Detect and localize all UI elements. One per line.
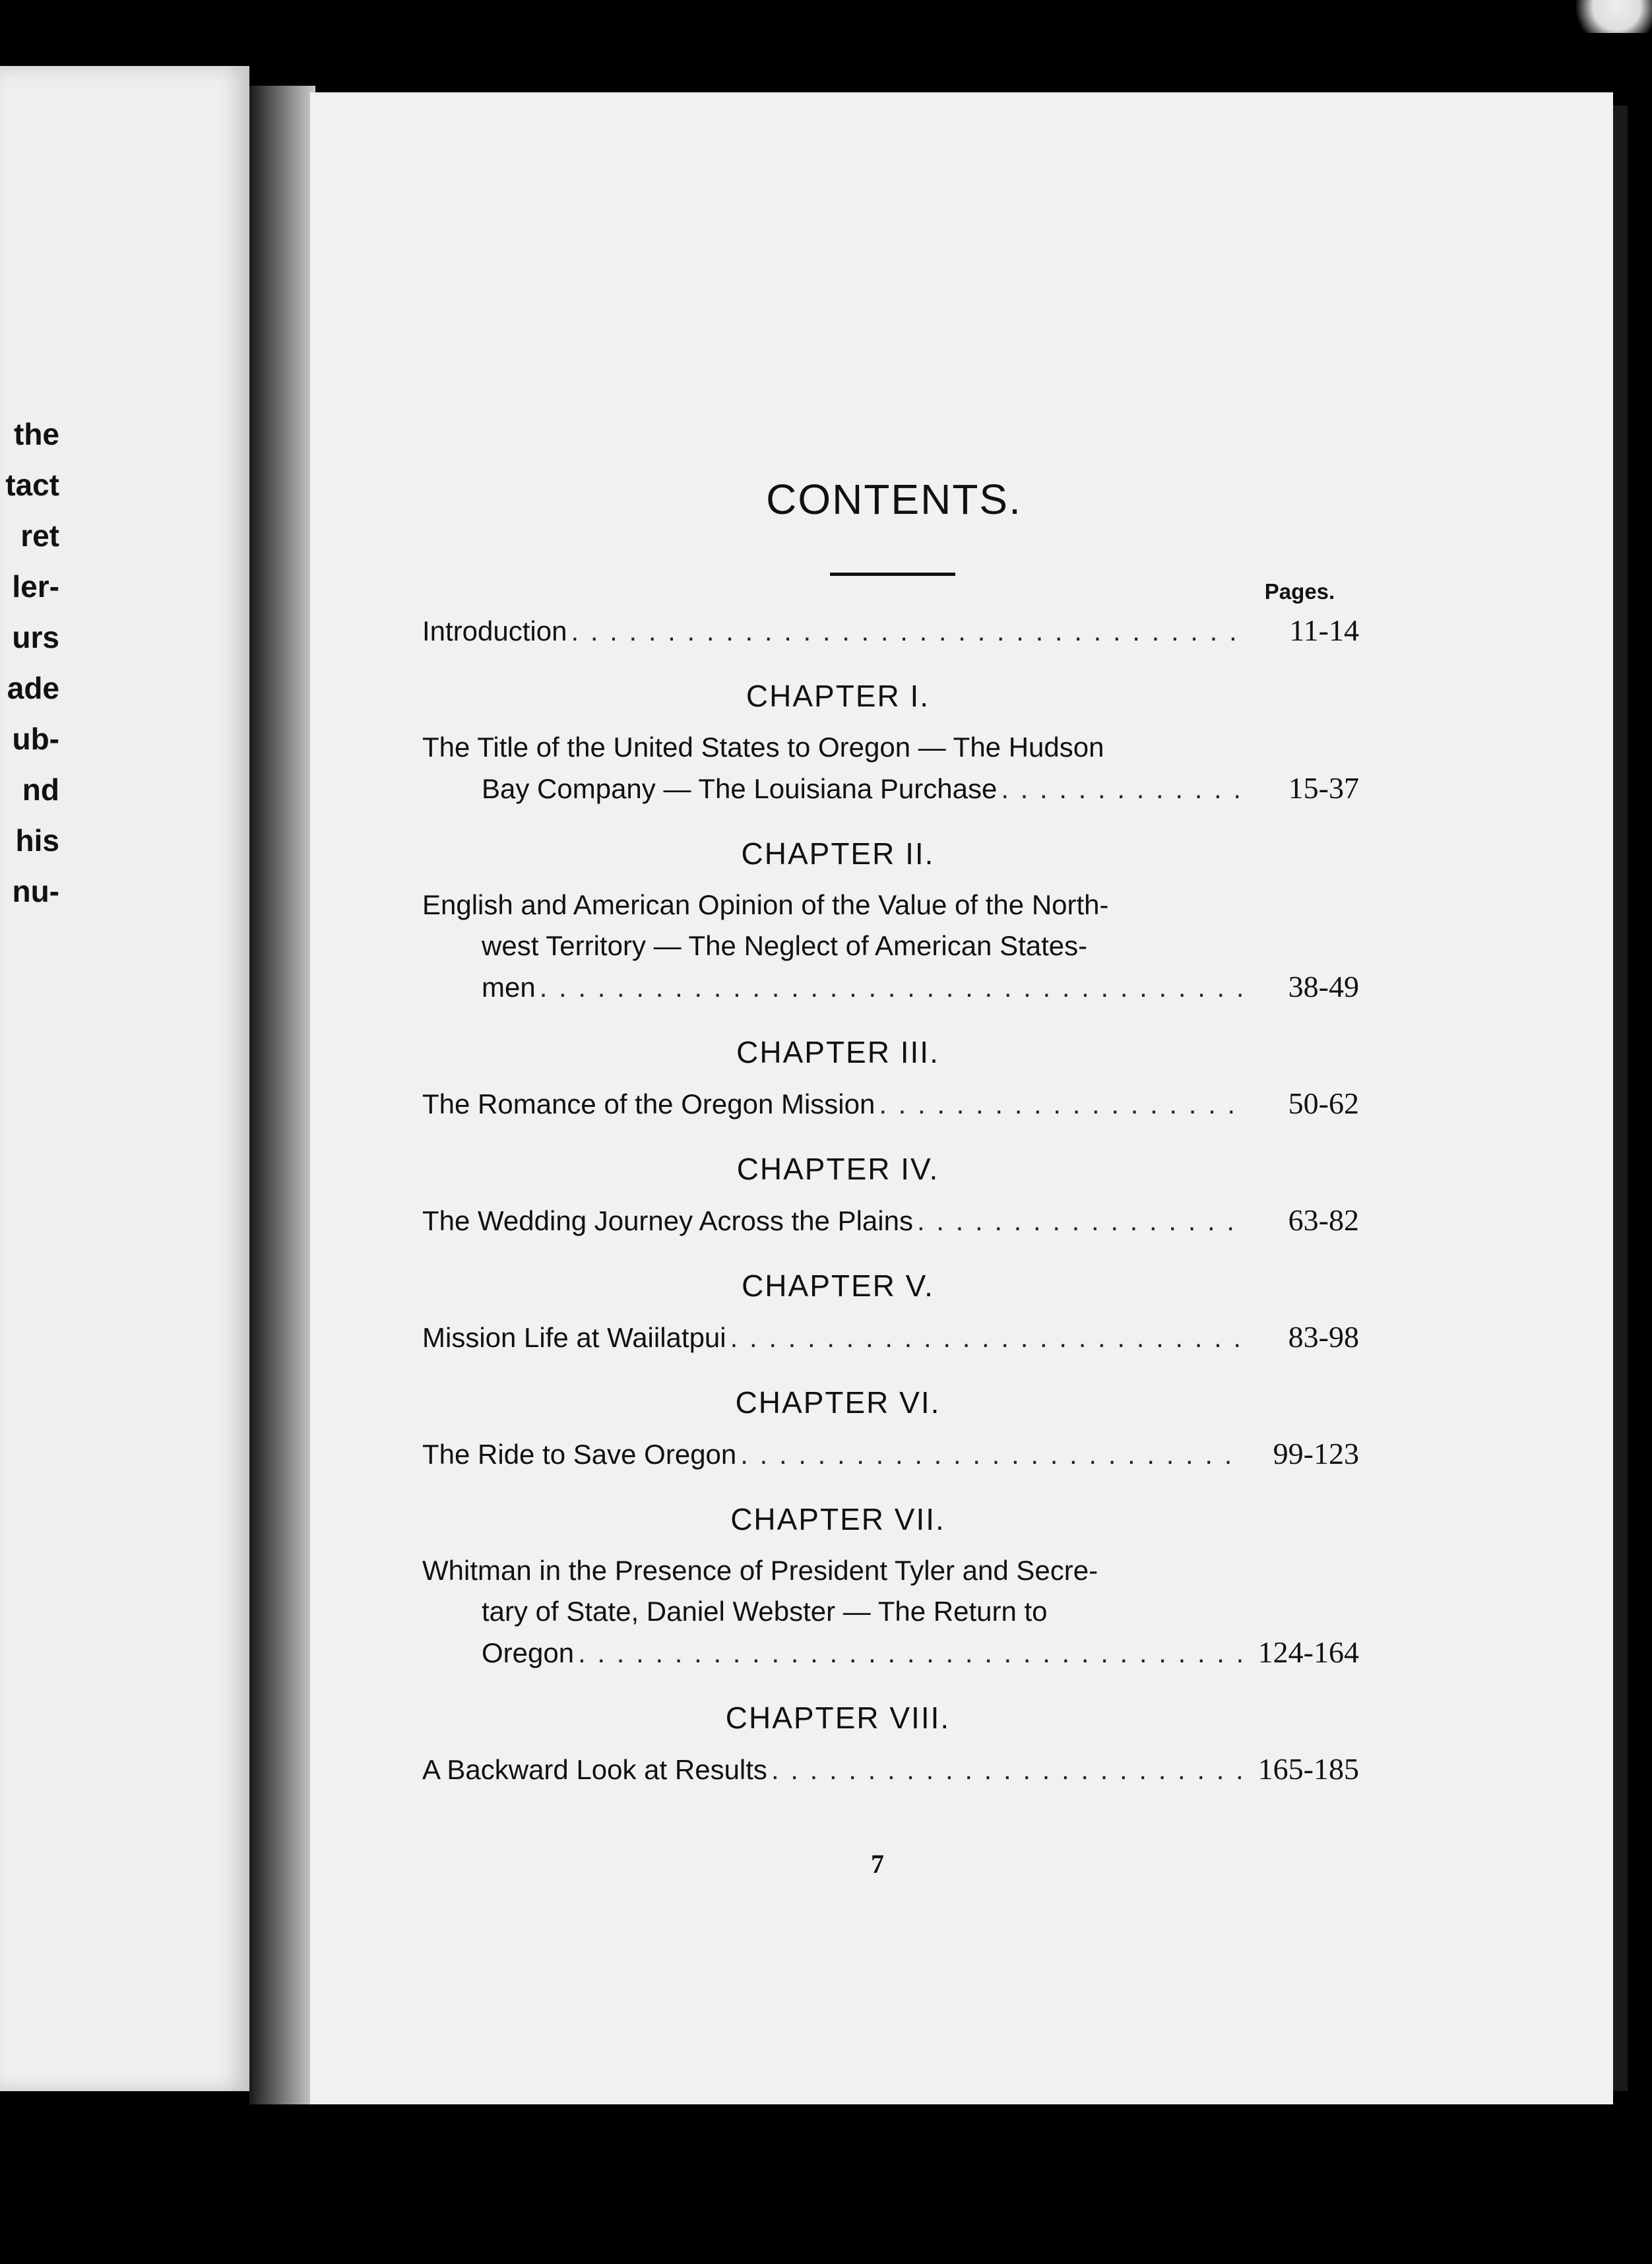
leader-dots [540,967,1243,1008]
chapter-heading: CHAPTER IV. [736,1152,939,1186]
leader-dots [730,1317,1243,1358]
entry-title-line: The Romance of the Oregon Mission [422,1088,875,1119]
entry-title: Introduction [422,615,567,646]
leader-dots [771,1749,1243,1790]
entry-title-line: Bay Company — The Louisiana Purchase [482,773,998,804]
page-number: 7 [871,1849,884,1879]
fragment-line: nd [22,772,59,807]
chapter-heading: CHAPTER I. [746,679,930,713]
leader-dots [1001,769,1243,809]
fragment-line: ade [7,671,59,705]
toc-entry-chapter-4[interactable] [422,1200,1359,1242]
entry-title-line: Oregon [482,1637,575,1668]
page-title: CONTENTS. [766,476,1022,523]
scan-artifact [1564,0,1652,33]
toc-entry-chapter-8[interactable] [422,1749,1359,1790]
leader-dots [917,1201,1243,1242]
entry-title-line: men [482,972,536,1003]
chapter-heading: CHAPTER VI. [735,1385,941,1420]
entry-title-line: A Backward Look at Results [422,1754,767,1785]
pages-column-header: Pages. [1264,579,1335,604]
previous-page [0,66,249,2091]
entry-title-line: The Ride to Save Oregon [422,1439,737,1470]
chapter-heading: CHAPTER VIII. [725,1701,951,1735]
page-range: 83-98 [1288,1320,1359,1354]
toc-entry-chapter-5[interactable] [422,1317,1359,1358]
entry-title-line: The Wedding Journey Across the Plains [422,1205,913,1236]
fragment-line: urs [12,620,59,654]
leader-dots [578,1633,1243,1674]
chapter-heading: CHAPTER III. [736,1035,939,1069]
entry-title-line: Whitman in the Presence of President Tyler and Secre- [422,1555,1098,1586]
fragment-line: ler- [12,569,59,604]
page-range: 124-164 [1257,1635,1359,1669]
chapter-heading: CHAPTER VII. [730,1502,945,1536]
fragment-line: his [15,823,59,858]
toc-entry-chapter-6[interactable] [422,1433,1359,1475]
page-range: 50-62 [1288,1086,1359,1120]
book-gutter [249,86,315,2104]
entry-title-line: English and American Opinion of the Value of the North- [422,889,1109,920]
page-range: 165-185 [1257,1752,1359,1786]
table-of-contents [422,610,1359,1790]
page-range: 38-49 [1288,970,1359,1003]
toc-entry-chapter-3[interactable] [422,1083,1359,1125]
fragment-line: tact [5,468,59,502]
previous-page-text-fragment [0,409,59,917]
page-range: 99-123 [1273,1437,1359,1470]
entry-title-line: tary of State, Daniel Webster — The Return to [482,1596,1048,1627]
page-range: 11-14 [1289,613,1359,647]
toc-entry-chapter-1[interactable] [422,727,1359,809]
title-rule [830,573,955,576]
toc-entry-introduction[interactable] [422,610,1359,652]
toc-entry-chapter-2[interactable] [422,885,1359,1008]
fragment-line: ret [20,519,59,553]
entry-title-line: west Territory — The Neglect of American States- [482,930,1088,961]
entry-title-line: The Title of the United States to Oregon — The Hudson [422,732,1104,763]
leader-dots [740,1434,1243,1475]
chapter-heading: CHAPTER II. [741,836,935,871]
page-range: 15-37 [1288,771,1359,805]
fragment-line: the [14,417,59,451]
chapter-heading: CHAPTER V. [742,1269,934,1303]
entry-title-line: Mission Life at Waiilatpui [422,1322,726,1353]
page-edge [1613,106,1628,2091]
fragment-line: ub- [12,722,59,756]
toc-entry-chapter-7[interactable] [422,1550,1359,1674]
page-range: 63-82 [1288,1203,1359,1237]
fragment-line: nu- [12,874,59,908]
leader-dots [571,611,1243,652]
leader-dots [879,1084,1243,1125]
